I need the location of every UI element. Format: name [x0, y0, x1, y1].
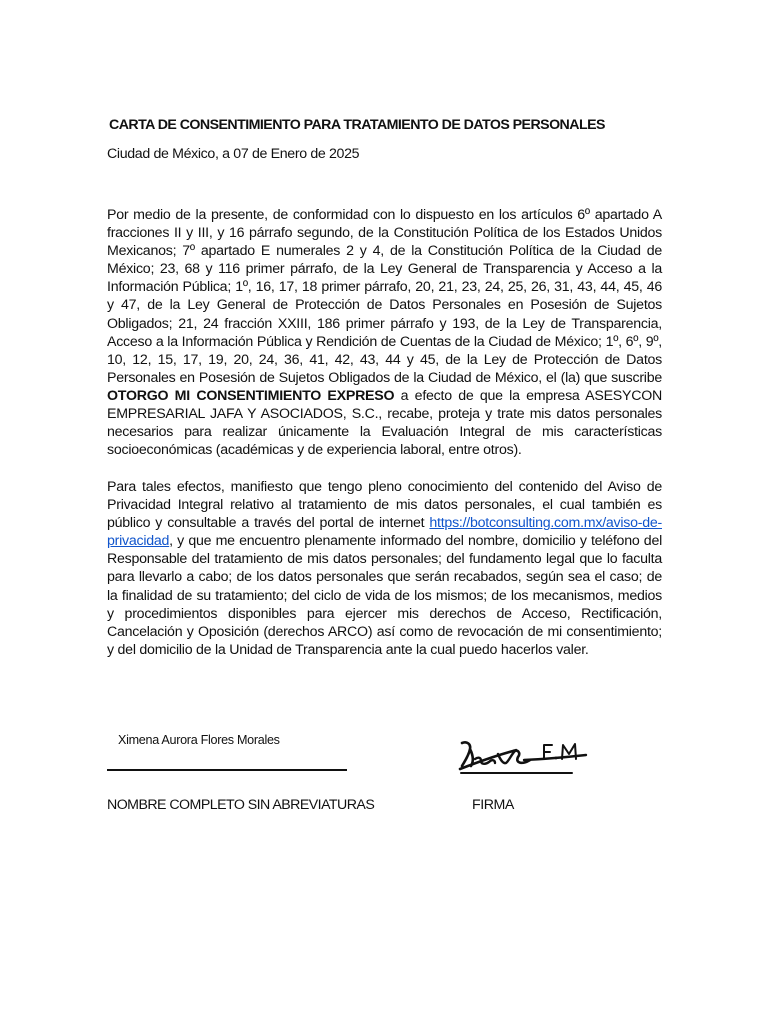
date-line: Ciudad de México, a 07 de Enero de 2025: [107, 146, 360, 162]
signer-name: Ximena Aurora Flores Morales: [118, 733, 280, 747]
privacy-paragraph-text-start: Para tales efectos, manifiesto que tengo pleno conocimiento del contenido del Aviso de Privacidad Integral relativo al tratamiento de mis datos personales, el cual también es público y consultable a través del portal de internet: [107, 479, 662, 532]
document-title: CARTA DE CONSENTIMIENTO PARA TRATAMIENTO DE DATOS PERSONALES: [109, 117, 605, 133]
signature-caption: FIRMA: [472, 797, 514, 813]
handwritten-signature: [458, 735, 590, 777]
privacy-notice-paragraph: [107, 478, 662, 659]
consent-paragraph: [107, 206, 662, 459]
consent-paragraph-text-start: Por medio de la presente, de conformidad con lo dispuesto en los artículos 6º apartado A fracciones II y III, y 16 párrafo segundo, de la Constitución Política de los Estados Unidos Mexicanos; 7º apartado E numerales 2 y 4, de la Constitución Política de la Ciudad de México; 23, 68 y 116 primer párrafo, de la Ley General de Transparencia y Acceso a la Información Pública; 1º, 16, 17, 18 primer párrafo, 20, 21, 23, 24, 25, 26, 31, 43, 44, 45, 46 y 47, de la Ley General de Protección de Datos Personales en Posesión de Sujetos Obligados; 21, 24 fracción XXIII, 186 primer párrafo y 193, de la Ley de Transparencia, Acceso a la Información Pública y Rendición de Cuentas de la Ciudad de México; 1º, 6º, 9º, 10, 12, 15, 17, 19, 20, 24, 36, 41, 42, 43, 44 y 45, de la Ley de Protección de Datos Personales en Posesión de Sujetos Obligados de la Ciudad de México, el (la) que suscribe: [107, 207, 662, 386]
privacy-paragraph-text-end: , y que me encuentro plenamente informado del nombre, domicilio y teléfono del Responsable del tratamiento de mis datos personales; del fundamento legal que lo faculta para llevarlo a cabo; de los datos personales que serán recabados, según sea el caso; de la finalidad de su tratamiento; del ciclo de vida de los mismos; de los mecanismos, medios y procedimientos disponibles para ejercer mis derechos de Acceso, Rectificación, Cancelación y Oposición (derechos ARCO) así como de revocación de mi consentimiento; y del domicilio de la Unidad de Transparencia ante la cual puedo hacerlos valer.: [107, 533, 662, 658]
consent-paragraph-text-end: a efecto de que la empresa ASESYCON EMPRESARIAL JAFA Y ASOCIADOS, S.C., recabe, proteja y trate mis datos personales necesarios para realizar únicamente la Evaluación Integral de mis características socioeconómicas (académicas y de experiencia laboral, entre otros).: [107, 387, 662, 459]
name-signature-line: [107, 769, 347, 771]
full-name-caption: NOMBRE COMPLETO SIN ABREVIATURAS: [107, 797, 375, 813]
privacy-notice-link[interactable]: https://botconsulting.com.mx/aviso-de-privacidad: [107, 515, 662, 550]
consent-emphasis: OTORGO MI CONSENTIMIENTO EXPRESO: [107, 387, 395, 404]
